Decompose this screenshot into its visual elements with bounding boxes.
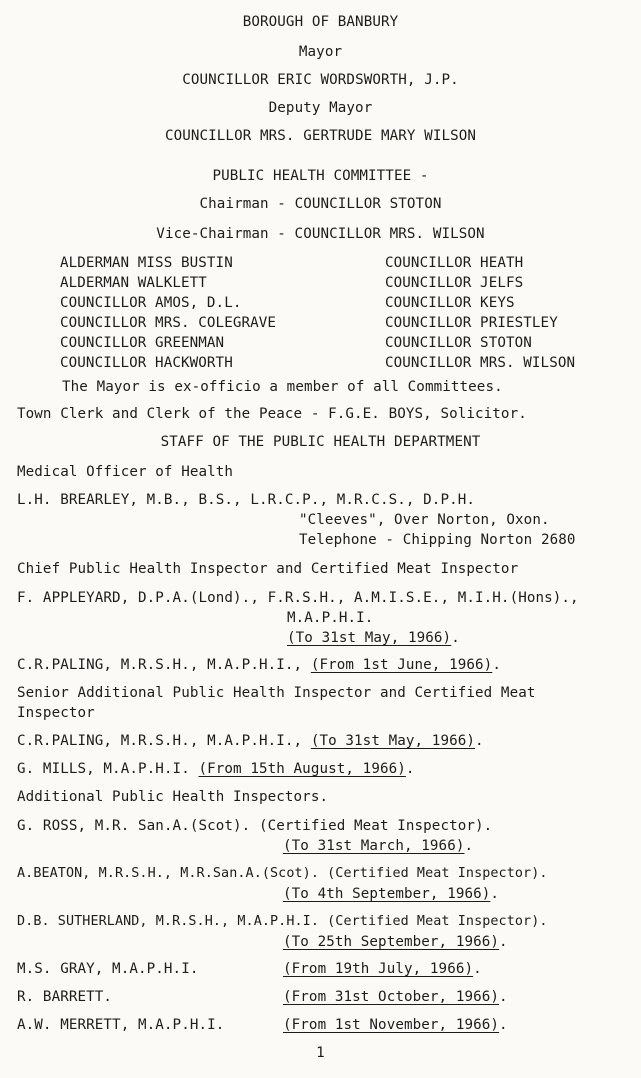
page-number: 1 (316, 1045, 325, 1061)
senior-inspector-1 (17, 731, 484, 751)
inspector-gray-date (283, 959, 482, 979)
member: COUNCILLOR MRS. COLEGRAVE (60, 315, 277, 331)
period: . (475, 733, 484, 749)
member: COUNCILLOR PRIESTLEY (385, 315, 558, 331)
date: (From 19th July, 1966) (283, 961, 474, 977)
period: . (490, 886, 500, 902)
date: (From 15th August, 1966) (198, 761, 406, 777)
inspector-gray: M.S. GRAY, M.A.P.H.I. (17, 961, 199, 977)
moh-label: Medical Officer of Health (17, 464, 234, 480)
chief-inspector-label: Chief Public Health Inspector and Certified Meat Inspector (17, 561, 519, 577)
member: ALDERMAN WALKLETT (60, 275, 207, 291)
committee-title: PUBLIC HEALTH COMMITTEE - (212, 168, 429, 184)
date: (From 1st June, 1966) (310, 657, 493, 673)
additional-inspectors-label: Additional Public Health Inspectors. (17, 789, 329, 805)
moh-telephone: Telephone - Chipping Norton 2680 (299, 532, 576, 548)
moh-address: "Cleeves", Over Norton, Oxon. (299, 512, 550, 528)
senior-inspector-label: Senior Additional Public Health Inspector and Certified Meat (17, 685, 536, 701)
date: (From 31st October, 1966) (283, 989, 500, 1005)
inspector-barrett: R. BARRETT. (17, 989, 113, 1005)
member: COUNCILLOR GREENMAN (60, 335, 225, 351)
date: (To 25th September, 1966) (283, 934, 500, 950)
period: . (499, 1017, 508, 1033)
inspector-ross: G. ROSS, M.R. San.A.(Scot). (Certified Meat Inspector). (17, 818, 493, 834)
mayor-name: COUNCILLOR ERIC WORDSWORTH, J.P. (182, 72, 459, 88)
senior-inspector-label-2: Inspector (17, 705, 95, 721)
member: COUNCILLOR STOTON (385, 335, 532, 351)
name: G. MILLS, M.A.P.H.I. (17, 761, 199, 777)
member: COUNCILLOR HACKWORTH (60, 355, 233, 371)
inspector-sutherland: D.B. SUTHERLAND, M.R.S.H., M.A.P.H.I. (Certified Meat Inspector). (17, 914, 548, 929)
mayor-label: Mayor (298, 44, 343, 60)
period: . (405, 761, 415, 777)
period: . (464, 838, 474, 854)
moh-name: L.H. BREARLEY, M.B., B.S., L.R.C.P., M.R.C.S., D.P.H. (17, 492, 476, 508)
member: COUNCILLOR JELFS (385, 275, 524, 291)
name: C.R.PALING, M.R.S.H., M.A.P.H.I., (17, 657, 311, 673)
inspector-merrett-date (283, 1015, 508, 1035)
committee-vice-chairman: Vice-Chairman - COUNCILLOR MRS. WILSON (156, 226, 485, 242)
date: (To 31st May, 1966) (287, 630, 452, 646)
period: . (499, 989, 508, 1005)
staff-title: STAFF OF THE PUBLIC HEALTH DEPARTMENT (160, 434, 481, 450)
date: (To 4th September, 1966) (283, 886, 491, 902)
member: COUNCILLOR AMOS, D.L. (60, 295, 242, 311)
chief-inspector-2 (17, 655, 501, 675)
date: (From 1st November, 1966) (283, 1017, 500, 1033)
inspector-merrett: A.W. MERRETT, M.A.P.H.I. (17, 1017, 225, 1033)
period: . (473, 961, 482, 977)
member: COUNCILLOR HEATH (385, 255, 524, 271)
inspector-sutherland-date (283, 932, 508, 952)
inspector-ross-date (283, 836, 473, 856)
deputy-mayor-name: COUNCILLOR MRS. GERTRUDE MARY WILSON (164, 128, 477, 144)
member: COUNCILLOR KEYS (385, 295, 515, 311)
chief-inspector-1: F. APPLEYARD, D.P.A.(Lond)., F.R.S.H., A.M.I.S.E., M.I.H.(Hons)., (17, 590, 579, 606)
ex-officio-note: The Mayor is ex-officio a member of all Committees. (62, 379, 503, 395)
inspector-beaton-date (283, 884, 499, 904)
date: (To 31st March, 1966) (283, 838, 465, 854)
chief-inspector-1-date (287, 628, 460, 648)
senior-inspector-2 (17, 759, 415, 779)
chief-inspector-1-quals: M.A.P.H.I. (287, 610, 374, 626)
period: . (451, 630, 460, 646)
deputy-mayor-label: Deputy Mayor (268, 100, 373, 116)
period: . (492, 657, 501, 673)
member: ALDERMAN MISS BUSTIN (60, 255, 233, 271)
name: C.R.PALING, M.R.S.H., M.A.P.H.I., (17, 733, 311, 749)
member: COUNCILLOR MRS. WILSON (385, 355, 576, 371)
inspector-beaton: A.BEATON, M.R.S.H., M.R.San.A.(Scot). (Certified Meat Inspector). (17, 866, 548, 881)
date: (To 31st May, 1966) (310, 733, 476, 749)
inspector-barrett-date (283, 987, 508, 1007)
committee-chairman: Chairman - COUNCILLOR STOTON (199, 196, 442, 212)
borough-title: BOROUGH OF BANBURY (242, 14, 399, 30)
period: . (499, 934, 508, 950)
town-clerk: Town Clerk and Clerk of the Peace - F.G.E. BOYS, Solicitor. (17, 406, 527, 422)
